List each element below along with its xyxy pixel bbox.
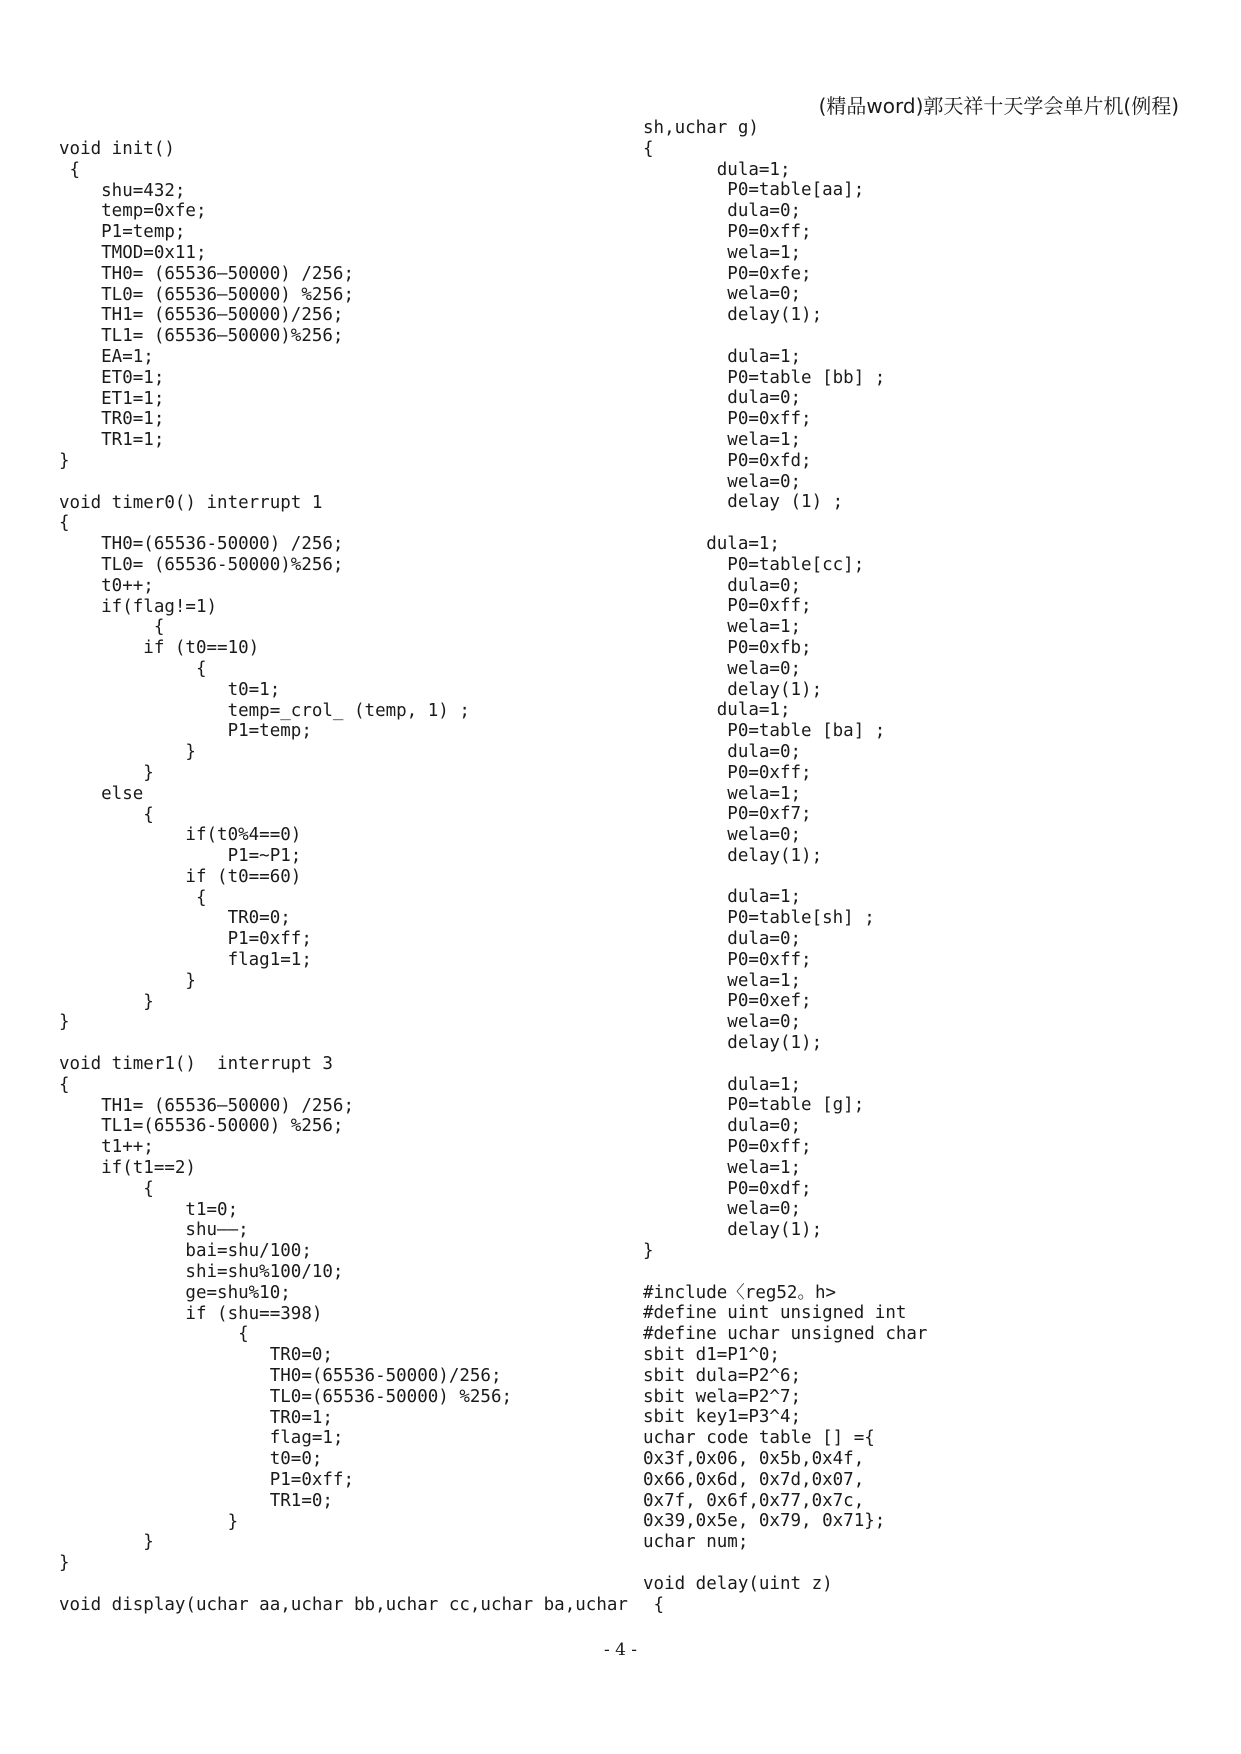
code-line: wela=1; [643,429,802,450]
code-line: if (t0==60) [59,866,302,887]
code-line: P0=table [g]; [643,1095,865,1116]
code-line: { [59,1074,70,1095]
code-line: { [59,513,70,534]
code-line: sbit dula=P2^6; [643,1365,802,1386]
code-line [643,1054,1223,1075]
code-line: wela=0; [643,658,802,679]
code-line: wela=0; [643,284,802,305]
code-line: TL0=(65536-50000) %256; [59,1386,513,1407]
code-line: dula=0; [643,201,802,222]
code-line: TR0=1; [59,1407,333,1428]
code-line: { [59,887,207,908]
code-line: TH0=(65536-50000)/256; [59,1366,502,1387]
code-line: P0=0xfd; [643,450,812,471]
code-line: 0x66,0x6d, 0x7d,0x07, [643,1469,865,1490]
code-line: P0=table [bb] ; [643,367,886,388]
code-line: t0++; [59,575,154,596]
code-line: { [59,617,165,638]
code-line: } [59,1553,70,1574]
code-line: if (t0==10) [59,638,260,659]
code-line: delay(1); [643,1220,823,1241]
code-line: P1=temp; [59,222,186,243]
code-line: wela=1; [643,783,802,804]
code-line: TR0=1; [59,409,165,430]
code-line: delay(1); [643,1033,823,1054]
code-line: 0x39,0x5e, 0x79, 0x71}; [643,1511,886,1532]
code-line: P0=0xf7; [643,804,812,825]
code-line: EA=1; [59,346,154,367]
code-line: P0=0xff; [643,221,812,242]
code-line: t0=1; [59,679,281,700]
code-line: P0=0xff; [643,949,812,970]
code-line [643,1553,1223,1574]
code-line: wela=0; [643,471,802,492]
code-line: t0=0; [59,1449,323,1470]
code-line: else [59,783,144,804]
code-line: wela=0; [643,825,802,846]
code-line: delay(1); [643,845,823,866]
code-line: void init() [59,139,175,159]
code-line: delay(1); [643,305,823,326]
code-line: TR1=1; [59,430,165,451]
code-line: sbit d1=P1^0; [643,1345,780,1366]
code-line: void display(uchar aa,uchar bb,uchar cc,uchar ba,uchar [59,1594,628,1615]
code-line: #define uchar unsigned char [643,1324,928,1345]
code-line: } [59,450,70,471]
code-line: dula=0; [643,575,802,596]
code-line: TR1=0; [59,1490,333,1511]
code-line: P0=0xfe; [643,263,812,284]
code-line [643,1262,1223,1283]
code-line: dula=1; [643,700,791,721]
code-line: wela=0; [643,1199,802,1220]
code-line [59,472,629,493]
code-line: TH1= (65536—50000) /256; [59,1095,355,1116]
code-line: P0=0xff; [643,409,812,430]
code-line: P0=0xff; [643,596,812,617]
code-line: TH0=(65536-50000) /256; [59,534,344,555]
code-line: } [59,1012,70,1033]
code-line: if(flag!=1) [59,596,218,617]
code-line: TH0= (65536—50000) /256; [59,263,355,284]
code-line: { [59,658,207,679]
code-line: temp=0xfe; [59,201,207,222]
code-line: dula=1; [643,1074,802,1095]
code-line: TR0=0; [59,1345,333,1366]
code-line: } [59,762,154,783]
code-line [643,326,1223,347]
code-column-right [643,118,1223,1615]
code-line: } [643,1241,654,1262]
code-line: wela=1; [643,1157,802,1178]
code-line: P0=0xef; [643,991,812,1012]
code-line: { [59,159,81,180]
page-number: - 4 - [603,1640,638,1660]
code-line: } [59,742,196,763]
code-line: void timer0() interrupt 1 [59,492,323,513]
code-line: { [643,138,654,159]
code-line: P0=table[aa]; [643,180,865,201]
code-line: } [59,1532,154,1553]
code-line: P0=table[sh] ; [643,908,875,929]
code-line: } [59,1511,239,1532]
code-line: flag1=1; [59,950,312,971]
document-header: (精品word)郭天祥十天学会单片机(例程) [818,94,1179,118]
code-line [643,867,1223,888]
code-line: ET1=1; [59,388,165,409]
code-line: { [59,1324,249,1345]
code-line: P0=0xff; [643,762,812,783]
code-line: dula=0; [643,741,802,762]
code-line: dula=1; [643,346,802,367]
code-line: TL1= (65536—50000)%256; [59,326,344,347]
code-line: dula=0; [643,929,802,950]
code-line: TL0= (65536-50000)%256; [59,554,344,575]
code-line: shu——; [59,1220,249,1241]
code-line: ge=shu%10; [59,1282,291,1303]
code-line: if(t0%4==0) [59,825,302,846]
code-line: { [643,1594,665,1615]
code-line [59,1574,629,1595]
code-line: uchar num; [643,1532,749,1553]
code-line: P0=table [ba] ; [643,721,886,742]
code-line: 0x3f,0x06, 0x5b,0x4f, [643,1449,865,1469]
code-line: dula=1; [643,887,802,908]
code-line: TH1= (65536—50000)/256; [59,305,344,326]
code-line: sbit wela=P2^7; [643,1386,802,1407]
code-line: dula=0; [643,388,802,409]
code-line: P0=0xfb; [643,637,812,658]
code-line: P1=0xff; [59,1470,355,1490]
code-line: wela=1; [643,970,802,991]
code-line: shu=432; [59,180,186,201]
code-line: shi=shu%100/10; [59,1262,344,1283]
code-line: if(t1==2) [59,1158,196,1179]
code-line: void timer1() interrupt 3 [59,1054,333,1075]
code-line: sh,uchar g) [643,118,759,138]
code-line: dula=0; [643,1116,802,1137]
code-column-left [59,139,629,1616]
code-line: #include〈reg52。h> [643,1282,837,1303]
code-line: P0=0xdf; [643,1178,812,1199]
code-line: TR0=0; [59,908,291,929]
code-line: wela=1; [643,617,802,638]
code-line [59,1033,629,1054]
code-line: uchar code table [] ={ [643,1428,875,1449]
code-line: dula=1; [643,159,791,180]
code-line: P0=0xff; [643,1137,812,1158]
code-line: wela=1; [643,242,802,263]
code-line: t1=0; [59,1199,239,1220]
code-line: wela=0; [643,1012,802,1033]
code-line: t1++; [59,1137,154,1158]
code-line: TL0= (65536—50000) %256; [59,284,355,305]
code-line: delay (1) ; [643,492,844,513]
code-line: dula=1; [643,533,780,554]
code-line: sbit key1=P3^4; [643,1407,802,1428]
code-line [643,513,1223,534]
code-line: bai=shu/100; [59,1241,312,1262]
code-line: P0=table[cc]; [643,554,865,575]
code-line: } [59,970,196,991]
code-line: P1=temp; [59,721,312,742]
code-line: { [59,804,154,825]
code-line: P1=0xff; [59,929,312,950]
code-line: flag=1; [59,1428,344,1449]
code-line: { [59,1178,154,1199]
code-line: void delay(uint z) [643,1573,833,1594]
code-line: delay(1); [643,679,823,700]
code-line: TMOD=0x11; [59,242,207,263]
code-line: temp=_crol_ (temp, 1) ; [59,700,470,721]
code-line: #define uint unsigned int [643,1303,907,1324]
code-line: 0x7f, 0x6f,0x77,0x7c, [643,1490,865,1511]
code-line: TL1=(65536-50000) %256; [59,1116,344,1137]
code-line: P1=~P1; [59,846,302,867]
code-line: if (shu==398) [59,1303,323,1324]
code-line: ET0=1; [59,367,165,388]
code-line: } [59,991,154,1012]
